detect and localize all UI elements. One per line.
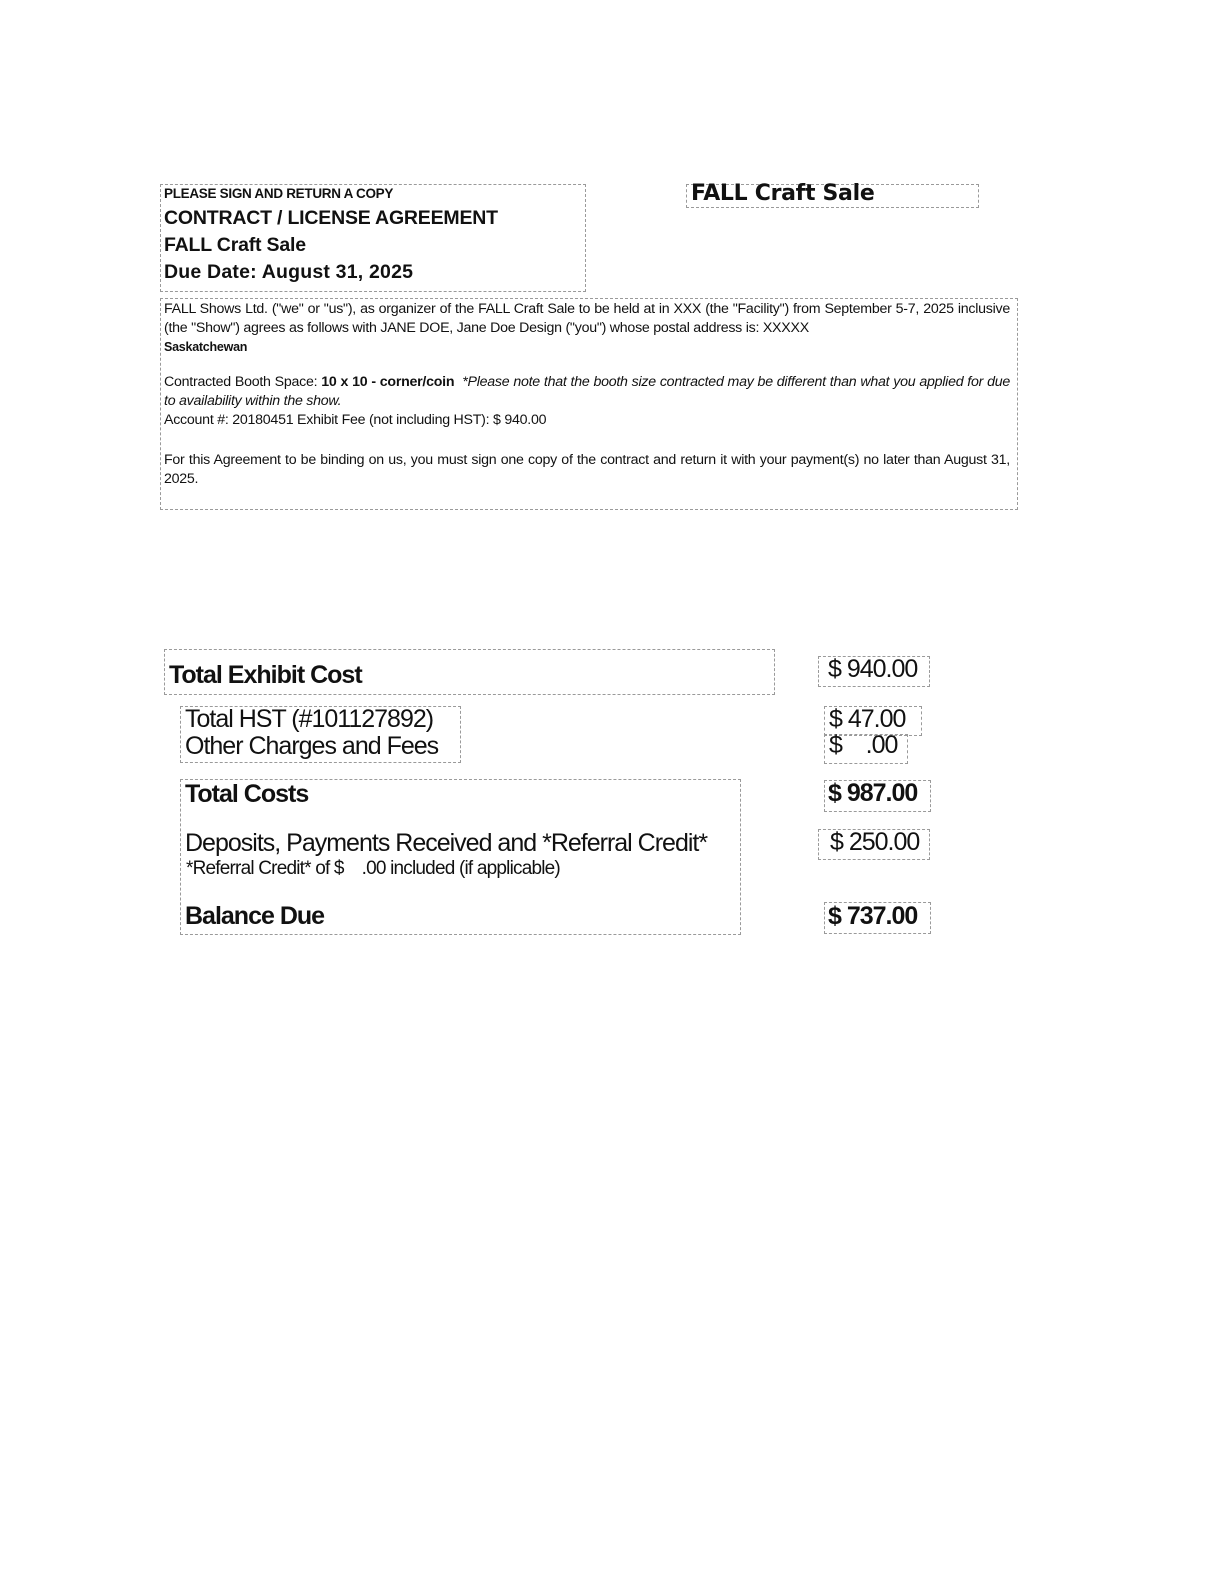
booth-note: *Please note that the booth size contracted may be different than what you applied for due to availability within the show. (164, 374, 1010, 409)
exhibit-cost-label: Total Exhibit Cost (169, 661, 362, 689)
balance-due-amount: $ 737.00 (828, 902, 918, 930)
contract-title: CONTRACT / LICENSE AGREEMENT (164, 207, 498, 229)
event-name: FALL Craft Sale (164, 234, 306, 256)
booth-value: 10 x 10 - corner/coin (321, 374, 455, 390)
exhibit-cost-amount: $ 940.00 (828, 655, 918, 683)
intro-text: FALL Shows Ltd. ("we" or "us"), as organizer of the FALL Craft Sale to be held at in XXX (the "Facility") from September 5-7, 2025 inclusive (the "Show") agrees as follows with JANE DOE, Jane Doe Design ("you") whose postal address is: XXXXX (164, 301, 1010, 336)
booth-label: Contracted Booth Space: (164, 374, 322, 390)
sign-and-return-instruction: PLEASE SIGN AND RETURN A COPY (164, 186, 394, 201)
intro-province: Saskatchewan (164, 340, 248, 354)
due-date: Due Date: August 31, 2025 (164, 261, 414, 283)
total-costs-amount: $ 987.00 (828, 779, 918, 807)
total-costs-label: Total Costs (185, 780, 309, 808)
hst-label: Total HST (#101127892) (185, 705, 434, 733)
other-charges-amount: $ .00 (829, 731, 898, 759)
deposits-label: Deposits, Payments Received and *Referral Credit* (185, 829, 708, 857)
booth-details (164, 373, 1010, 430)
account-line: Account #: 20180451 Exhibit Fee (not including HST): $ 940.00 (164, 412, 547, 428)
show-title: FALL Craft Sale (691, 181, 875, 206)
other-charges-label: Other Charges and Fees (185, 732, 439, 760)
binding-notice: For this Agreement to be binding on us, you must sign one copy of the contract and return it with your payment(s) no later than August 31, 2025. (164, 452, 1010, 487)
referral-credit-note: *Referral Credit* of $ .00 included (if applicable) (186, 858, 560, 879)
agreement-intro (164, 300, 1010, 357)
hst-amount: $ 47.00 (829, 705, 906, 733)
balance-due-label: Balance Due (185, 902, 325, 930)
deposits-amount: $ 250.00 (830, 828, 920, 856)
